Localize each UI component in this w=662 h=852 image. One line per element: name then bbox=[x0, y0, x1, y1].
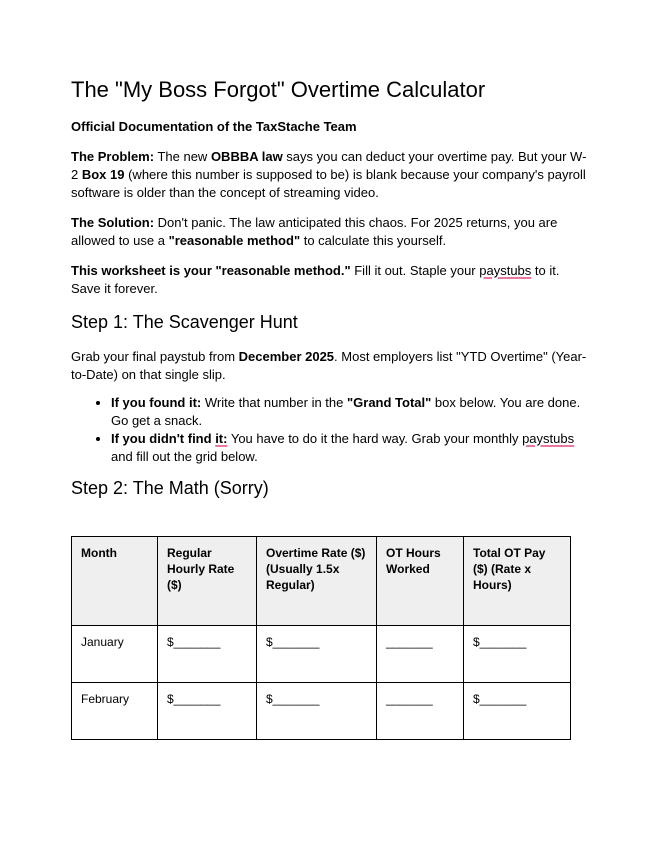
solution-label: The Solution: bbox=[71, 215, 155, 230]
step1-text: Grab your final paystub from bbox=[71, 349, 239, 364]
solution-text: to calculate this yourself. bbox=[300, 233, 447, 248]
reasonable-method: "reasonable method" bbox=[168, 233, 301, 248]
page-title: The "My Boss Forgot" Overtime Calculator bbox=[71, 77, 486, 102]
spellcheck-word[interactable]: it: bbox=[215, 431, 228, 446]
bullet-text: You have to do it the hard way. Grab your monthly bbox=[227, 431, 523, 446]
month-label: December 2025 bbox=[238, 349, 335, 364]
table-cell: February bbox=[72, 683, 158, 740]
problem-label: The Problem: bbox=[71, 149, 155, 164]
table-header-row bbox=[72, 537, 571, 626]
solution-paragraph bbox=[71, 214, 591, 250]
worksheet-text: Fill it out. Staple your bbox=[350, 263, 480, 278]
table-cell[interactable]: $_______ bbox=[257, 626, 377, 683]
step1-heading: Step 1: The Scavenger Hunt bbox=[71, 312, 298, 332]
list-item bbox=[111, 394, 591, 430]
worksheet-label: This worksheet is your "reasonable method." bbox=[71, 263, 351, 278]
table-cell[interactable]: $_______ bbox=[464, 626, 571, 683]
step1-paragraph bbox=[71, 348, 591, 384]
table-cell[interactable]: $_______ bbox=[158, 626, 257, 683]
table-cell[interactable]: $_______ bbox=[158, 683, 257, 740]
table-header: Total OT Pay ($) (Rate x Hours) bbox=[464, 537, 571, 626]
problem-text: says you can deduct your overtime pay. But your W-2 bbox=[71, 149, 587, 182]
solution-text: Don't panic. The law anticipated this chaos. For 2025 returns, you are allowed to use a bbox=[71, 215, 558, 248]
subtitle: Official Documentation of the TaxStache Team bbox=[71, 119, 357, 134]
table-cell[interactable]: _______ bbox=[377, 683, 464, 740]
table-cell[interactable]: $_______ bbox=[464, 683, 571, 740]
step2-heading: Step 2: The Math (Sorry) bbox=[71, 478, 269, 498]
table-cell[interactable]: $_______ bbox=[257, 683, 377, 740]
spellcheck-word[interactable]: paystubs bbox=[479, 263, 532, 278]
law-name: OBBBA law bbox=[210, 149, 283, 164]
bullet-label: If you found it: bbox=[111, 395, 202, 410]
worksheet-text: to it. Save it forever. bbox=[71, 263, 560, 296]
problem-text: (where this number is supposed to be) is blank because your company's payroll software is older than the concept of streaming video. bbox=[71, 167, 586, 200]
table-header: Overtime Rate ($) (Usually 1.5x Regular) bbox=[257, 537, 377, 626]
overtime-table bbox=[71, 536, 571, 740]
bullet-label bbox=[111, 431, 227, 446]
box-number: Box 19 bbox=[81, 167, 125, 182]
grand-total-label: "Grand Total" bbox=[346, 395, 432, 410]
bullet-text: box below. You are done. Go get a snack. bbox=[111, 395, 581, 428]
table-row bbox=[72, 683, 571, 740]
bullet-text: and fill out the grid below. bbox=[111, 449, 258, 464]
table-row bbox=[72, 626, 571, 683]
bullet-text: Write that number in the bbox=[201, 395, 347, 410]
worksheet-paragraph bbox=[71, 262, 591, 298]
table-header: Month bbox=[72, 537, 158, 626]
spellcheck-word[interactable]: paystubs bbox=[522, 431, 575, 446]
list-item bbox=[111, 430, 591, 466]
document-body bbox=[71, 76, 591, 500]
problem-text: The new bbox=[154, 149, 211, 164]
table-header: OT Hours Worked bbox=[377, 537, 464, 626]
step1-list bbox=[71, 394, 591, 466]
problem-paragraph bbox=[71, 148, 591, 202]
bullet-label-text: If you didn't find bbox=[111, 431, 216, 446]
table-cell[interactable]: _______ bbox=[377, 626, 464, 683]
table-header: Regular Hourly Rate ($) bbox=[158, 537, 257, 626]
step1-text: . Most employers list "YTD Overtime" (Year-to-Date) on that single slip. bbox=[71, 349, 587, 382]
table-cell: January bbox=[72, 626, 158, 683]
